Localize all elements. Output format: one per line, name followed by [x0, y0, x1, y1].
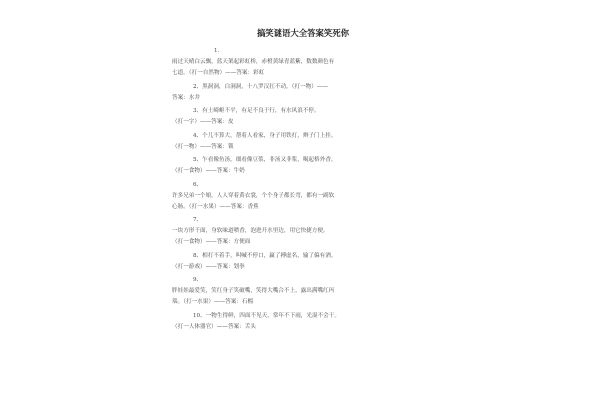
- riddle-line: 10、一物生得鲜，四面不见天，常年不下雨，光湿不会干。: [193, 312, 340, 319]
- riddle-6: [172, 180, 434, 213]
- riddle-line: 6、: [193, 181, 203, 188]
- riddle-line: 胖娃娃最爱笑，笑红身子笑破嘴，笑得大嘴合不上，露出满嘴红玛: [172, 288, 335, 294]
- riddle-line: 4、个儿不算大，帮着人看家，身子用铁打，辫子门上挂。: [193, 132, 337, 139]
- riddle-1: [172, 46, 434, 79]
- document-page: [172, 28, 434, 333]
- riddle-line: 心肠。（打一水果）——答案：香蕉: [172, 203, 259, 210]
- riddle-line: 1.: [214, 48, 220, 54]
- riddle-line: 9、: [193, 277, 203, 283]
- riddle-line: 答案：水井: [172, 94, 200, 101]
- riddle-line: 七道。（打一自然物）——答案：彩虹: [172, 70, 265, 76]
- riddle-line: 一块方形干面，身软味道喷香，泡进开水里边，用它快捷方便。: [172, 228, 329, 234]
- riddle-line: 雨过天晴白云飘，蓝天架起彩虹桥，赤橙黄绿青蓝紫，数数颜色有: [172, 59, 335, 65]
- riddle-2: [172, 82, 434, 104]
- riddle-line: 5、乍看像鱼汤，细看像豆浆，非汤又非浆，喝起格外香。: [193, 157, 337, 163]
- document-title: 搞笑谜语大全答案笑死你: [256, 28, 350, 38]
- riddle-line: （打一食物）——答案：牛奶: [172, 168, 245, 174]
- riddle-line: 许多兄弟一个娘，人人穿着黄衣裳，个个身子都长弯，都有一副软: [172, 192, 335, 199]
- riddle-line: 8、相打不着手，叫喊不停口，赢了搏虚名，输了偏有酒。: [193, 252, 337, 259]
- riddle-9: [172, 275, 434, 308]
- riddle-line: 瑙。（打一水果）——答案：石榴: [172, 299, 254, 305]
- riddle-line: （打一游戏）——答案：划拳: [172, 263, 245, 270]
- riddle-5: [172, 155, 434, 177]
- riddle-line: 2、黑洞洞，白洞洞，十八罗汉扛不动。（打一物）——: [193, 83, 329, 90]
- riddle-line: 3、有土崎岖不平，有足不良于行，有水风浪不停。: [193, 108, 320, 114]
- riddle-line: （打一人体器官）——答案：舌头: [172, 323, 256, 330]
- riddle-7: [172, 215, 434, 248]
- riddle-4: [172, 131, 434, 153]
- riddle-line: 7、: [193, 217, 203, 223]
- riddle-8: [172, 251, 434, 273]
- riddle-3: [172, 106, 434, 128]
- riddle-line: （打一物）——答案：锁: [172, 143, 234, 150]
- riddle-line: （打一字）——答案：皮: [172, 119, 234, 125]
- riddle-10: [172, 311, 434, 333]
- riddle-line: （打一食物）——答案：方便面: [172, 239, 251, 245]
